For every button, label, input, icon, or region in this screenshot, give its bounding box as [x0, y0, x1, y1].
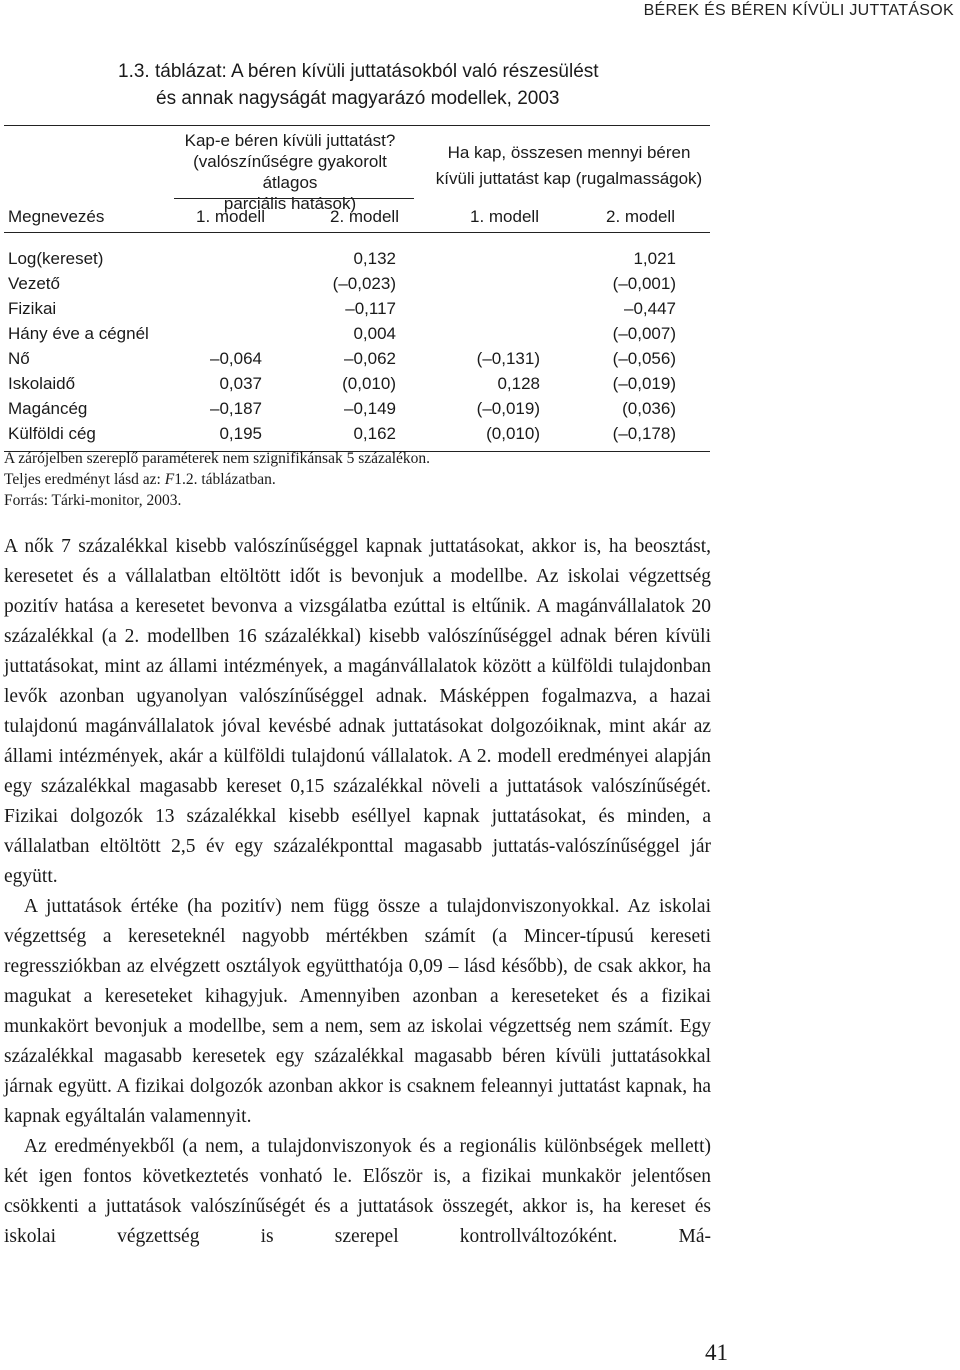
column-header-name: Megnevezés: [8, 207, 105, 226]
cell: 0,004: [353, 324, 396, 343]
cell: –0,149: [344, 399, 396, 418]
cell: 0,037: [219, 374, 262, 393]
table-row: [4, 347, 710, 372]
paragraph: A nők 7 százalékkal kisebb valószínűséggel kapnak juttatásokat, akkor is, ha beosztást, keresetet és a vállalatban eltöltött időt is bevonjuk a modellbe. Az iskolai végzettség pozitív hatása a keresetet bevonva a vizsgálatba ezúttal is eltűnik. A magánvállalatok 20 százalékkal (a 2. modellben 16 százalékkal) kisebb valószínűséggel adnak béren kívüli juttatásokat, mint az állami intézmények, a magánvállalatok között a külföldi tulajdonban levők azonban ugyanolyan valószínűséggel adnak. Másképpen fogalmazva, a hazai tulajdonú magánvállalatok jóval kevésbé adnak juttatásokat dolgozóiknak, mint akár az állami intézmények, akár a külföldi tulajdonú vállalatok. A 2. modell eredményei alapján egy százalékkal magasabb kereset 0,15 százalékkal növeli a juttatások valószínűségét. Fizikai dolgozók 13 százalékkal kisebb eséllyel kapnak juttatásokat, és minden, a vállalatban eltöltött 2,5 év egy százalékponttal magasabb juttatás-valószínűséggel jár együtt.: [4, 536, 711, 887]
row-label: Fizikai: [8, 299, 57, 318]
running-header: BÉREK ÉS BÉREN KÍVÜLI JUTTATÁSOK: [643, 2, 954, 19]
column-header-row: [4, 202, 710, 232]
cell: –0,064: [210, 349, 262, 368]
table-row: [4, 272, 710, 297]
group-header-line: Ha kap, összesen mennyi béren: [447, 143, 691, 162]
group-underline: [174, 198, 414, 199]
cell: (0,036): [622, 399, 676, 418]
column-group-header: [4, 126, 710, 213]
cell: –0,187: [210, 399, 262, 418]
cell: (–0,019): [612, 374, 676, 393]
body-text: [4, 532, 711, 1252]
table-title: [118, 58, 718, 112]
cell: (–0,019): [476, 399, 540, 418]
page-number: 41: [705, 1340, 728, 1365]
table-title-line-1: 1.3. táblázat: A béren kívüli juttatásokból való részesülést: [118, 61, 599, 82]
cell: 0,128: [497, 374, 540, 393]
table-row: [4, 297, 710, 322]
row-label: Magáncég: [8, 399, 88, 418]
table-row: [4, 397, 710, 422]
paragraph: A juttatások értéke (ha pozitív) nem függ össze a tulajdonviszonyokkal. Az iskolai végzettség a kereseteknél nagyobb mértékben számít (a Mincer-típusú kereseti regressziókban az elvégzett osztályok együtthatója 0,09 – lásd később), de csak akkor, ha magukat a kereseteket kihagyjuk. Amennyiben azonban a kereseteket és a fizikai munkakört bevonjuk a modellbe, sem a nem, sem az iskolai végzettség nem számít. Egy százalékkal magasabb keresetek egy százalékkal magasabb béren kívüli juttatásokkal járnak együtt. A fizikai dolgozók azonban akkor is csaknem feleannyi juttatást kapnak, ha kapnak egyáltalán valamennyit.: [4, 896, 711, 1127]
table-body: [4, 233, 710, 451]
cell: 0,132: [353, 249, 396, 268]
cell: 1,021: [633, 249, 676, 268]
note-source: Forrás: Tárki-monitor, 2003.: [4, 492, 182, 509]
note-text: Teljes eredményt lásd az:: [4, 471, 165, 488]
table-row: [4, 422, 710, 447]
note-text-italic: F: [164, 471, 175, 488]
group-header-line: kívüli juttatást kap (rugalmasságok): [435, 169, 703, 188]
table-row: [4, 247, 710, 272]
row-label: Külföldi cég: [8, 424, 96, 443]
cell: (–0,023): [332, 274, 396, 293]
paragraph: Az eredményekből (a nem, a tulajdonviszonyok és a regionális különbségek mellett) két igen fontos következtetés vonható le. Először is, a fizikai munkakör jelentősen csökkenti a juttatások valószínűségét és a juttatások összegét, akkor is, ha kereset és iskolai végzettség is szerepel kontrollváltozóként. Má-: [4, 1136, 711, 1247]
group-header-elasticity: [424, 140, 714, 192]
column-header-model-1a: 1. modell: [196, 207, 265, 226]
cell: –0,117: [345, 299, 396, 318]
row-label: Vezető: [8, 274, 60, 293]
note-full-results: [4, 469, 430, 490]
table-row: [4, 372, 710, 397]
row-label: Iskolaidő: [8, 374, 76, 393]
table-title-line-2: és annak nagyságát magyarázó modellek, 2003: [156, 88, 560, 109]
note-text: 1.2. táblázatban.: [174, 471, 276, 488]
row-label: Nő: [8, 349, 30, 368]
group-header-line: parciális hatások): [223, 194, 357, 213]
cell: (–0,056): [612, 349, 676, 368]
column-header-model-2b: 2. modell: [606, 207, 675, 226]
column-header-model-1b: 1. modell: [470, 207, 539, 226]
cell: 0,195: [219, 424, 262, 443]
cell: (0,010): [486, 424, 540, 443]
row-label: Hány éve a cégnél: [8, 324, 149, 343]
cell: (–0,001): [612, 274, 676, 293]
cell: (–0,007): [612, 324, 676, 343]
regression-table: [4, 125, 710, 452]
cell: 0,162: [353, 424, 396, 443]
group-header-line: (valószínűségre gyakorolt átlagos: [193, 152, 387, 192]
row-label: Log(kereset): [8, 249, 104, 268]
cell: (–0,131): [476, 349, 540, 368]
cell: –0,447: [624, 299, 676, 318]
table-notes: [4, 448, 430, 511]
table-row: [4, 322, 710, 347]
group-header-line: Kap-e béren kívüli juttatást?: [184, 131, 396, 150]
cell: (–0,178): [612, 424, 676, 443]
cell: –0,062: [344, 349, 396, 368]
column-header-model-2a: 2. modell: [330, 207, 399, 226]
note-significance: A zárójelben szereplő paraméterek nem szignifikánsak 5 százalékon.: [4, 450, 431, 467]
cell: (0,010): [342, 374, 396, 393]
